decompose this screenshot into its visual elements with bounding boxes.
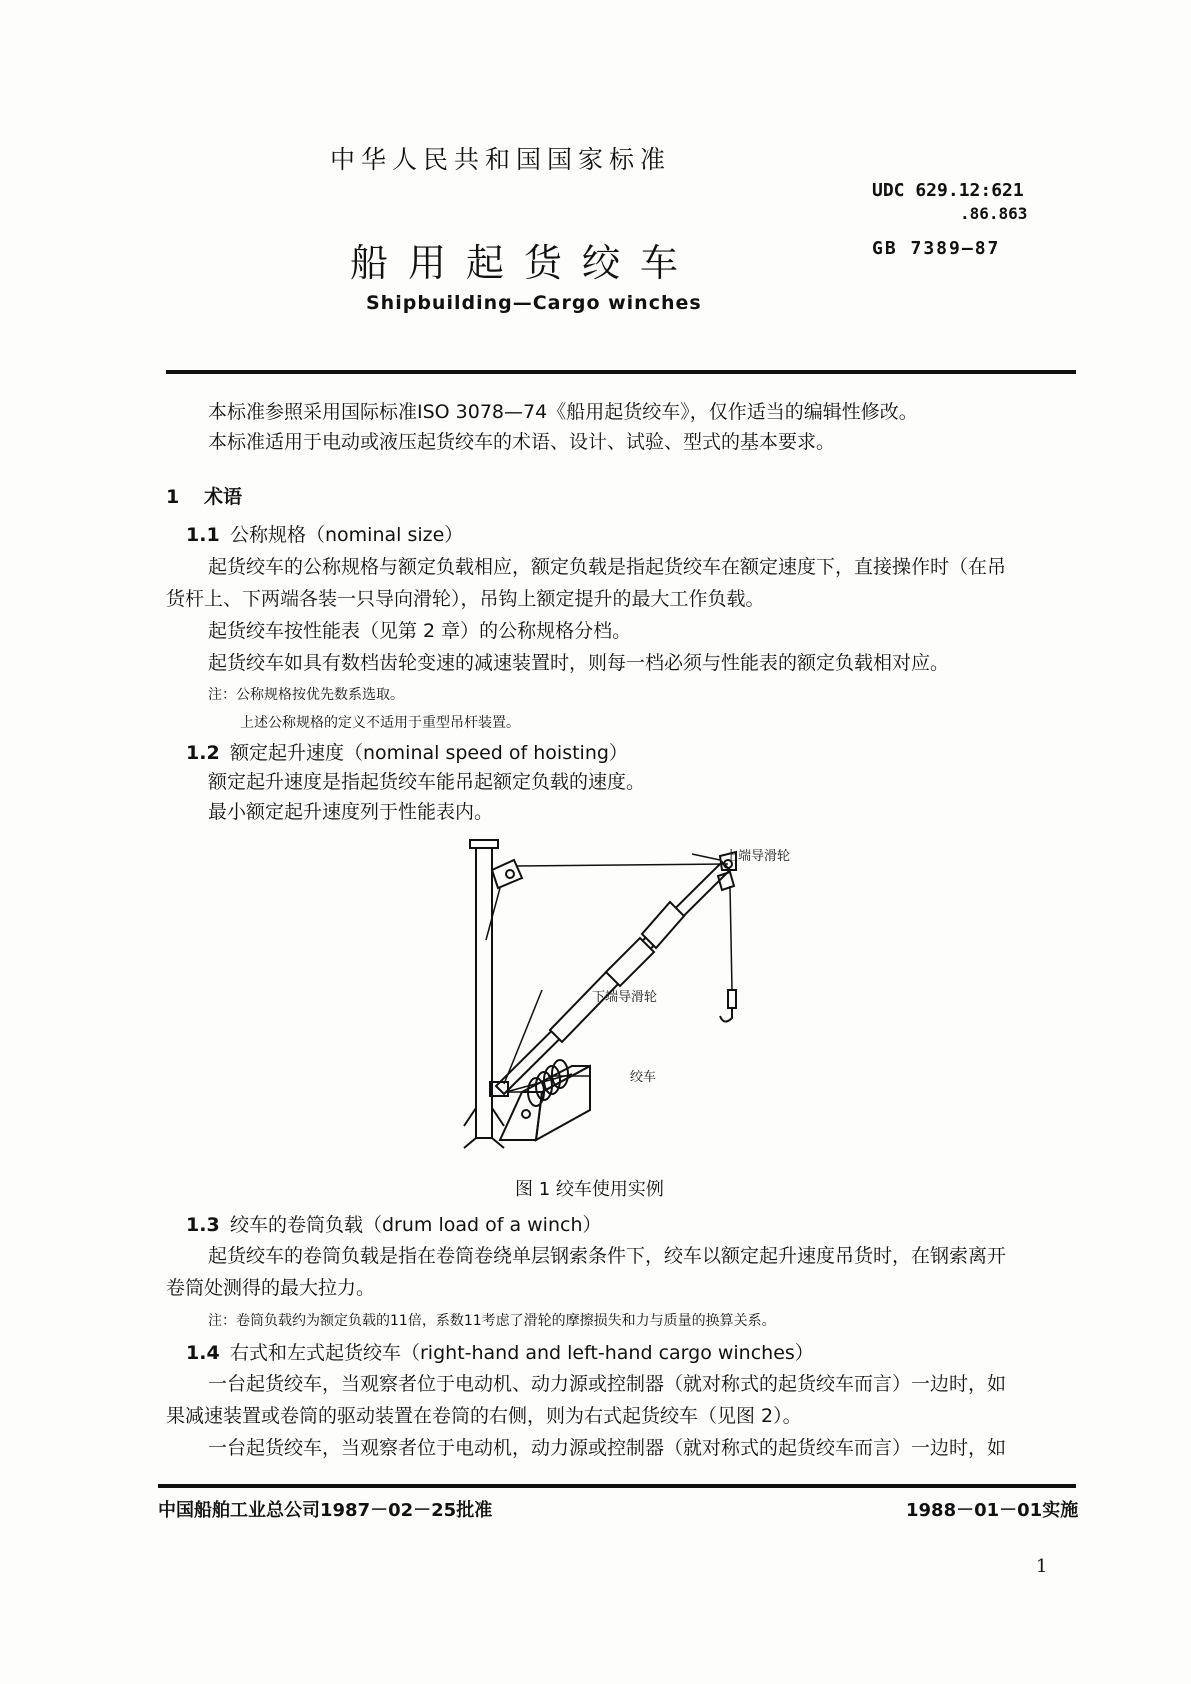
s11-note-1: 注：公称规格按优先数系选取。 xyxy=(208,687,404,703)
subsection-1-4-heading xyxy=(186,1338,814,1365)
s14-paragraph-1-cont: 果减速装置或卷筒的驱动装置在卷筒的右侧，则为右式起货绞车（见图 2）。 xyxy=(166,1405,802,1427)
standard-number: GB 7389—87 xyxy=(872,238,1001,259)
footer-rule xyxy=(158,1484,1076,1488)
udc-code: UDC 629.12:621 xyxy=(872,180,1024,201)
mast-cap xyxy=(470,840,498,848)
figure-1-caption: 图 1 绞车使用实例 xyxy=(515,1179,664,1200)
section-number: 1 xyxy=(166,486,180,508)
effective-date: 1988－01－01实施 xyxy=(906,1500,1079,1521)
subsection-number: 1.2 xyxy=(186,742,220,764)
section-title: 术语 xyxy=(204,486,243,508)
s11-paragraph-1-cont: 货杆上、下两端各装一只导向滑轮），吊钩上额定提升的最大工作负载。 xyxy=(166,588,765,610)
s13-note: 注：卷筒负载约为额定负载的11倍，系数11考虑了滑轮的摩擦损失和力与质量的换算关系。 xyxy=(208,1313,776,1329)
upper-label-pointer xyxy=(692,854,720,860)
subsection-1-3-heading xyxy=(186,1210,602,1237)
topping-wire xyxy=(516,864,728,866)
intro-paragraph-2: 本标准适用于电动或液压起货绞车的术语、设计、试验、型式的基本要求。 xyxy=(208,431,836,453)
topping-pulley xyxy=(506,870,514,878)
page-number: 1 xyxy=(1036,1556,1048,1577)
s13-paragraph-1: 起货绞车的卷筒负载是指在卷筒卷绕单层钢索条件下，绞车以额定起升速度吊货时，在钢索离开 xyxy=(208,1245,1007,1267)
lower-label-pointer xyxy=(504,990,542,1084)
document-title-english: Shipbuilding—Cargo winches xyxy=(366,292,702,314)
figure-winch-usage xyxy=(430,830,890,1190)
s13-paragraph-1-cont: 卷筒处测得的最大拉力。 xyxy=(166,1277,376,1299)
hook-block xyxy=(728,990,736,1008)
document-title: 船用起货绞车 xyxy=(350,241,699,285)
winch-drum xyxy=(528,1060,568,1106)
s12-paragraph-2: 最小额定起升速度列于性能表内。 xyxy=(208,801,494,823)
s11-paragraph-1: 起货绞车的公称规格与额定负载相应，额定负载是指起货绞车在额定速度下，直接操作时（在吊 xyxy=(208,556,1007,578)
label-lower-lead-block: 下端导滑轮 xyxy=(592,990,658,1005)
boom-section-2 xyxy=(606,938,654,986)
s11-note-2: 上述公称规格的定义不适用于重型吊杆装置。 xyxy=(240,715,520,731)
udc-code-continued: .86.863 xyxy=(960,204,1028,223)
mast-brace-right xyxy=(492,1108,504,1148)
cargo-hook xyxy=(720,1008,732,1022)
intro-paragraph-1: 本标准参照采用国际标准ISO 3078—74《船用起货绞车》，仅作适当的编辑性修改。 xyxy=(208,401,918,423)
subsection-number: 1.1 xyxy=(186,524,220,546)
subsection-title: 额定起升速度（nominal speed of hoisting） xyxy=(230,742,628,764)
boom-section-1 xyxy=(550,968,622,1042)
subsection-number: 1.3 xyxy=(186,1214,220,1236)
winch-bolt xyxy=(522,1110,530,1118)
s14-paragraph-1: 一台起货绞车，当观察者位于电动机、动力源或控制器（就对称式的起货绞车而言）一边时，如 xyxy=(208,1373,1007,1395)
mast-brace-left xyxy=(464,1108,476,1148)
subsection-number: 1.4 xyxy=(186,1342,220,1364)
s11-paragraph-2: 起货绞车按性能表（见第 2 章）的公称规格分档。 xyxy=(208,620,632,642)
label-upper-lead-block: 上端导滑轮 xyxy=(725,849,791,864)
boom-section-3 xyxy=(642,902,684,948)
header-rule xyxy=(166,370,1076,374)
subsection-1-2-heading xyxy=(186,738,628,765)
cargo-fall xyxy=(730,886,732,990)
section-1-heading xyxy=(166,482,242,509)
issuing-authority: 中华人民共和国国家标准 xyxy=(330,145,672,174)
subsection-title: 绞车的卷筒负载（drum load of a winch） xyxy=(230,1214,602,1236)
s11-paragraph-3: 起货绞车如具有数档齿轮变速的减速装置时，则每一档必须与性能表的额定负载相对应。 xyxy=(208,652,950,674)
winch-frame-front xyxy=(500,1092,542,1140)
approval-date: 中国船舶工业总公司1987－02－25批准 xyxy=(158,1500,493,1521)
subsection-title: 公称规格（nominal size） xyxy=(230,524,464,546)
subsection-title: 右式和左式起货绞车（right-hand and left-hand cargo winches） xyxy=(230,1342,814,1364)
subsection-1-1-heading xyxy=(186,520,463,547)
s12-paragraph-1: 额定起升速度是指起货绞车能吊起额定负载的速度。 xyxy=(208,771,646,793)
label-winch: 绞车 xyxy=(630,1070,657,1085)
s14-paragraph-2: 一台起货绞车，当观察者位于电动机，动力源或控制器（就对称式的起货绞车而言）一边时，如 xyxy=(208,1437,1007,1459)
